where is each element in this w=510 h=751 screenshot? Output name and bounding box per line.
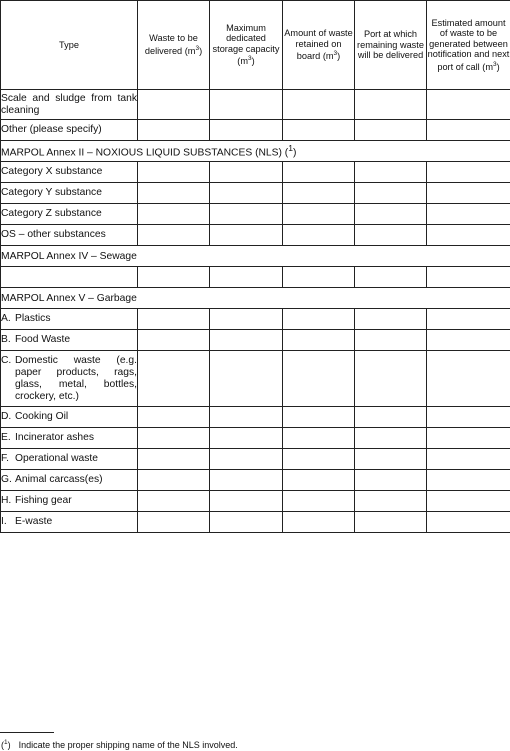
cell bbox=[283, 428, 355, 449]
cell bbox=[355, 330, 427, 351]
cell bbox=[427, 120, 510, 141]
cell bbox=[427, 512, 510, 533]
cell bbox=[210, 267, 283, 288]
cell bbox=[355, 162, 427, 183]
row-label-fishing-gear: H. Fishing gear bbox=[1, 491, 138, 512]
cell bbox=[427, 491, 510, 512]
header-type: Type bbox=[1, 1, 138, 90]
header-estimated: Estimated amount of waste to be generated between notification and next port of call $(m^3)$ bbox=[427, 1, 510, 90]
cell bbox=[283, 120, 355, 141]
cell bbox=[138, 351, 210, 407]
cell bbox=[138, 330, 210, 351]
table-row bbox=[1, 120, 510, 141]
header-retained: Amount of waste retained on board $(m^3)$ bbox=[283, 1, 355, 90]
header-row bbox=[1, 1, 510, 90]
cell bbox=[427, 90, 510, 120]
cell bbox=[355, 491, 427, 512]
header-max-storage: Maximum dedicated storage capacity $(m^3)$ bbox=[210, 1, 283, 90]
cell bbox=[210, 183, 283, 204]
table-row bbox=[1, 449, 510, 470]
cell bbox=[427, 449, 510, 470]
cell bbox=[427, 428, 510, 449]
cell bbox=[210, 330, 283, 351]
table-row bbox=[1, 183, 510, 204]
cell bbox=[283, 491, 355, 512]
cell bbox=[210, 225, 283, 246]
cell bbox=[210, 351, 283, 407]
section-title-annex2: MARPOL Annex II – NOXIOUS LIQUID SUBSTANCES (NLS) ($^1$) bbox=[1, 141, 510, 162]
row-label-incinerator-ashes: E. Incinerator ashes bbox=[1, 428, 138, 449]
cell bbox=[283, 449, 355, 470]
cell bbox=[210, 407, 283, 428]
cell bbox=[427, 183, 510, 204]
cell bbox=[138, 162, 210, 183]
table-row bbox=[1, 428, 510, 449]
cell bbox=[283, 407, 355, 428]
row-label-category-x: Category X substance bbox=[1, 162, 138, 183]
cell bbox=[210, 309, 283, 330]
cell bbox=[283, 309, 355, 330]
table-row bbox=[1, 351, 510, 407]
cell bbox=[138, 90, 210, 120]
table-row bbox=[1, 90, 510, 120]
cell bbox=[138, 267, 210, 288]
cell bbox=[355, 470, 427, 491]
cell bbox=[138, 204, 210, 225]
row-label-category-y: Category Y substance bbox=[1, 183, 138, 204]
footnote-text: Indicate the proper shipping name of the NLS involved. bbox=[19, 740, 238, 750]
cell bbox=[355, 204, 427, 225]
cell bbox=[283, 183, 355, 204]
cell bbox=[355, 120, 427, 141]
cell bbox=[427, 225, 510, 246]
cell bbox=[283, 162, 355, 183]
cell bbox=[138, 470, 210, 491]
table-row bbox=[1, 225, 510, 246]
footnote-divider bbox=[0, 732, 54, 733]
cell bbox=[355, 183, 427, 204]
header-waste-delivered: Waste to be delivered $(m^3)$ bbox=[138, 1, 210, 90]
row-label-category-z: Category Z substance bbox=[1, 204, 138, 225]
cell bbox=[283, 512, 355, 533]
cell bbox=[427, 309, 510, 330]
row-label-scale: Scale and sludge from tank cleaning bbox=[1, 90, 138, 120]
table-row bbox=[1, 491, 510, 512]
cell bbox=[355, 90, 427, 120]
cell bbox=[138, 449, 210, 470]
row-label-other: Other (please specify) bbox=[1, 120, 138, 141]
cell bbox=[283, 470, 355, 491]
cell bbox=[210, 491, 283, 512]
section-row-annex5 bbox=[1, 288, 510, 309]
cell bbox=[283, 90, 355, 120]
cell bbox=[355, 309, 427, 330]
cell bbox=[427, 330, 510, 351]
cell bbox=[283, 330, 355, 351]
cell bbox=[355, 267, 427, 288]
cell bbox=[210, 90, 283, 120]
section-title-annex4: MARPOL Annex IV – Sewage bbox=[1, 246, 510, 267]
cell bbox=[210, 428, 283, 449]
section-row-annex2 bbox=[1, 141, 510, 162]
row-label-os: OS – other substances bbox=[1, 225, 138, 246]
section-title-annex5: MARPOL Annex V – Garbage bbox=[1, 288, 510, 309]
cell bbox=[355, 225, 427, 246]
row-label-food-waste: B. Food Waste bbox=[1, 330, 138, 351]
table-row bbox=[1, 267, 510, 288]
table-row bbox=[1, 407, 510, 428]
header-port: Port at which remaining waste will be delivered bbox=[355, 1, 427, 90]
cell bbox=[138, 183, 210, 204]
cell bbox=[210, 449, 283, 470]
row-label-domestic-waste: C. Domestic waste (e.g. paper products, rags, glass, metal, bottles, crockery, etc.) bbox=[1, 351, 138, 407]
table-row bbox=[1, 204, 510, 225]
cell bbox=[138, 120, 210, 141]
table-row bbox=[1, 162, 510, 183]
cell bbox=[427, 267, 510, 288]
table-row bbox=[1, 330, 510, 351]
footnote: ($^1$) Indicate the proper shipping name of the NLS involved. bbox=[1, 737, 238, 751]
row-label-plastics: A. Plastics bbox=[1, 309, 138, 330]
table-row bbox=[1, 470, 510, 491]
cell bbox=[138, 491, 210, 512]
cell bbox=[283, 351, 355, 407]
cell bbox=[427, 351, 510, 407]
cell bbox=[427, 407, 510, 428]
cell bbox=[355, 407, 427, 428]
cell bbox=[283, 225, 355, 246]
cell bbox=[138, 428, 210, 449]
cell bbox=[427, 162, 510, 183]
cell bbox=[210, 512, 283, 533]
cell bbox=[210, 162, 283, 183]
cell bbox=[355, 449, 427, 470]
cell bbox=[427, 470, 510, 491]
row-label-operational-waste: F. Operational waste bbox=[1, 449, 138, 470]
cell bbox=[1, 267, 138, 288]
cell bbox=[355, 428, 427, 449]
cell bbox=[355, 512, 427, 533]
cell bbox=[210, 120, 283, 141]
cell bbox=[138, 407, 210, 428]
cell bbox=[210, 470, 283, 491]
row-label-cooking-oil: D. Cooking Oil bbox=[1, 407, 138, 428]
section-row-annex4 bbox=[1, 246, 510, 267]
cell bbox=[138, 309, 210, 330]
cell bbox=[283, 204, 355, 225]
cell bbox=[210, 204, 283, 225]
cell bbox=[138, 225, 210, 246]
row-label-e-waste: I. E-waste bbox=[1, 512, 138, 533]
table-row bbox=[1, 512, 510, 533]
cell bbox=[355, 351, 427, 407]
cell bbox=[138, 512, 210, 533]
cell bbox=[427, 204, 510, 225]
table-row bbox=[1, 309, 510, 330]
row-label-animal-carcasses: G. Animal carcass(es) bbox=[1, 470, 138, 491]
cell bbox=[283, 267, 355, 288]
